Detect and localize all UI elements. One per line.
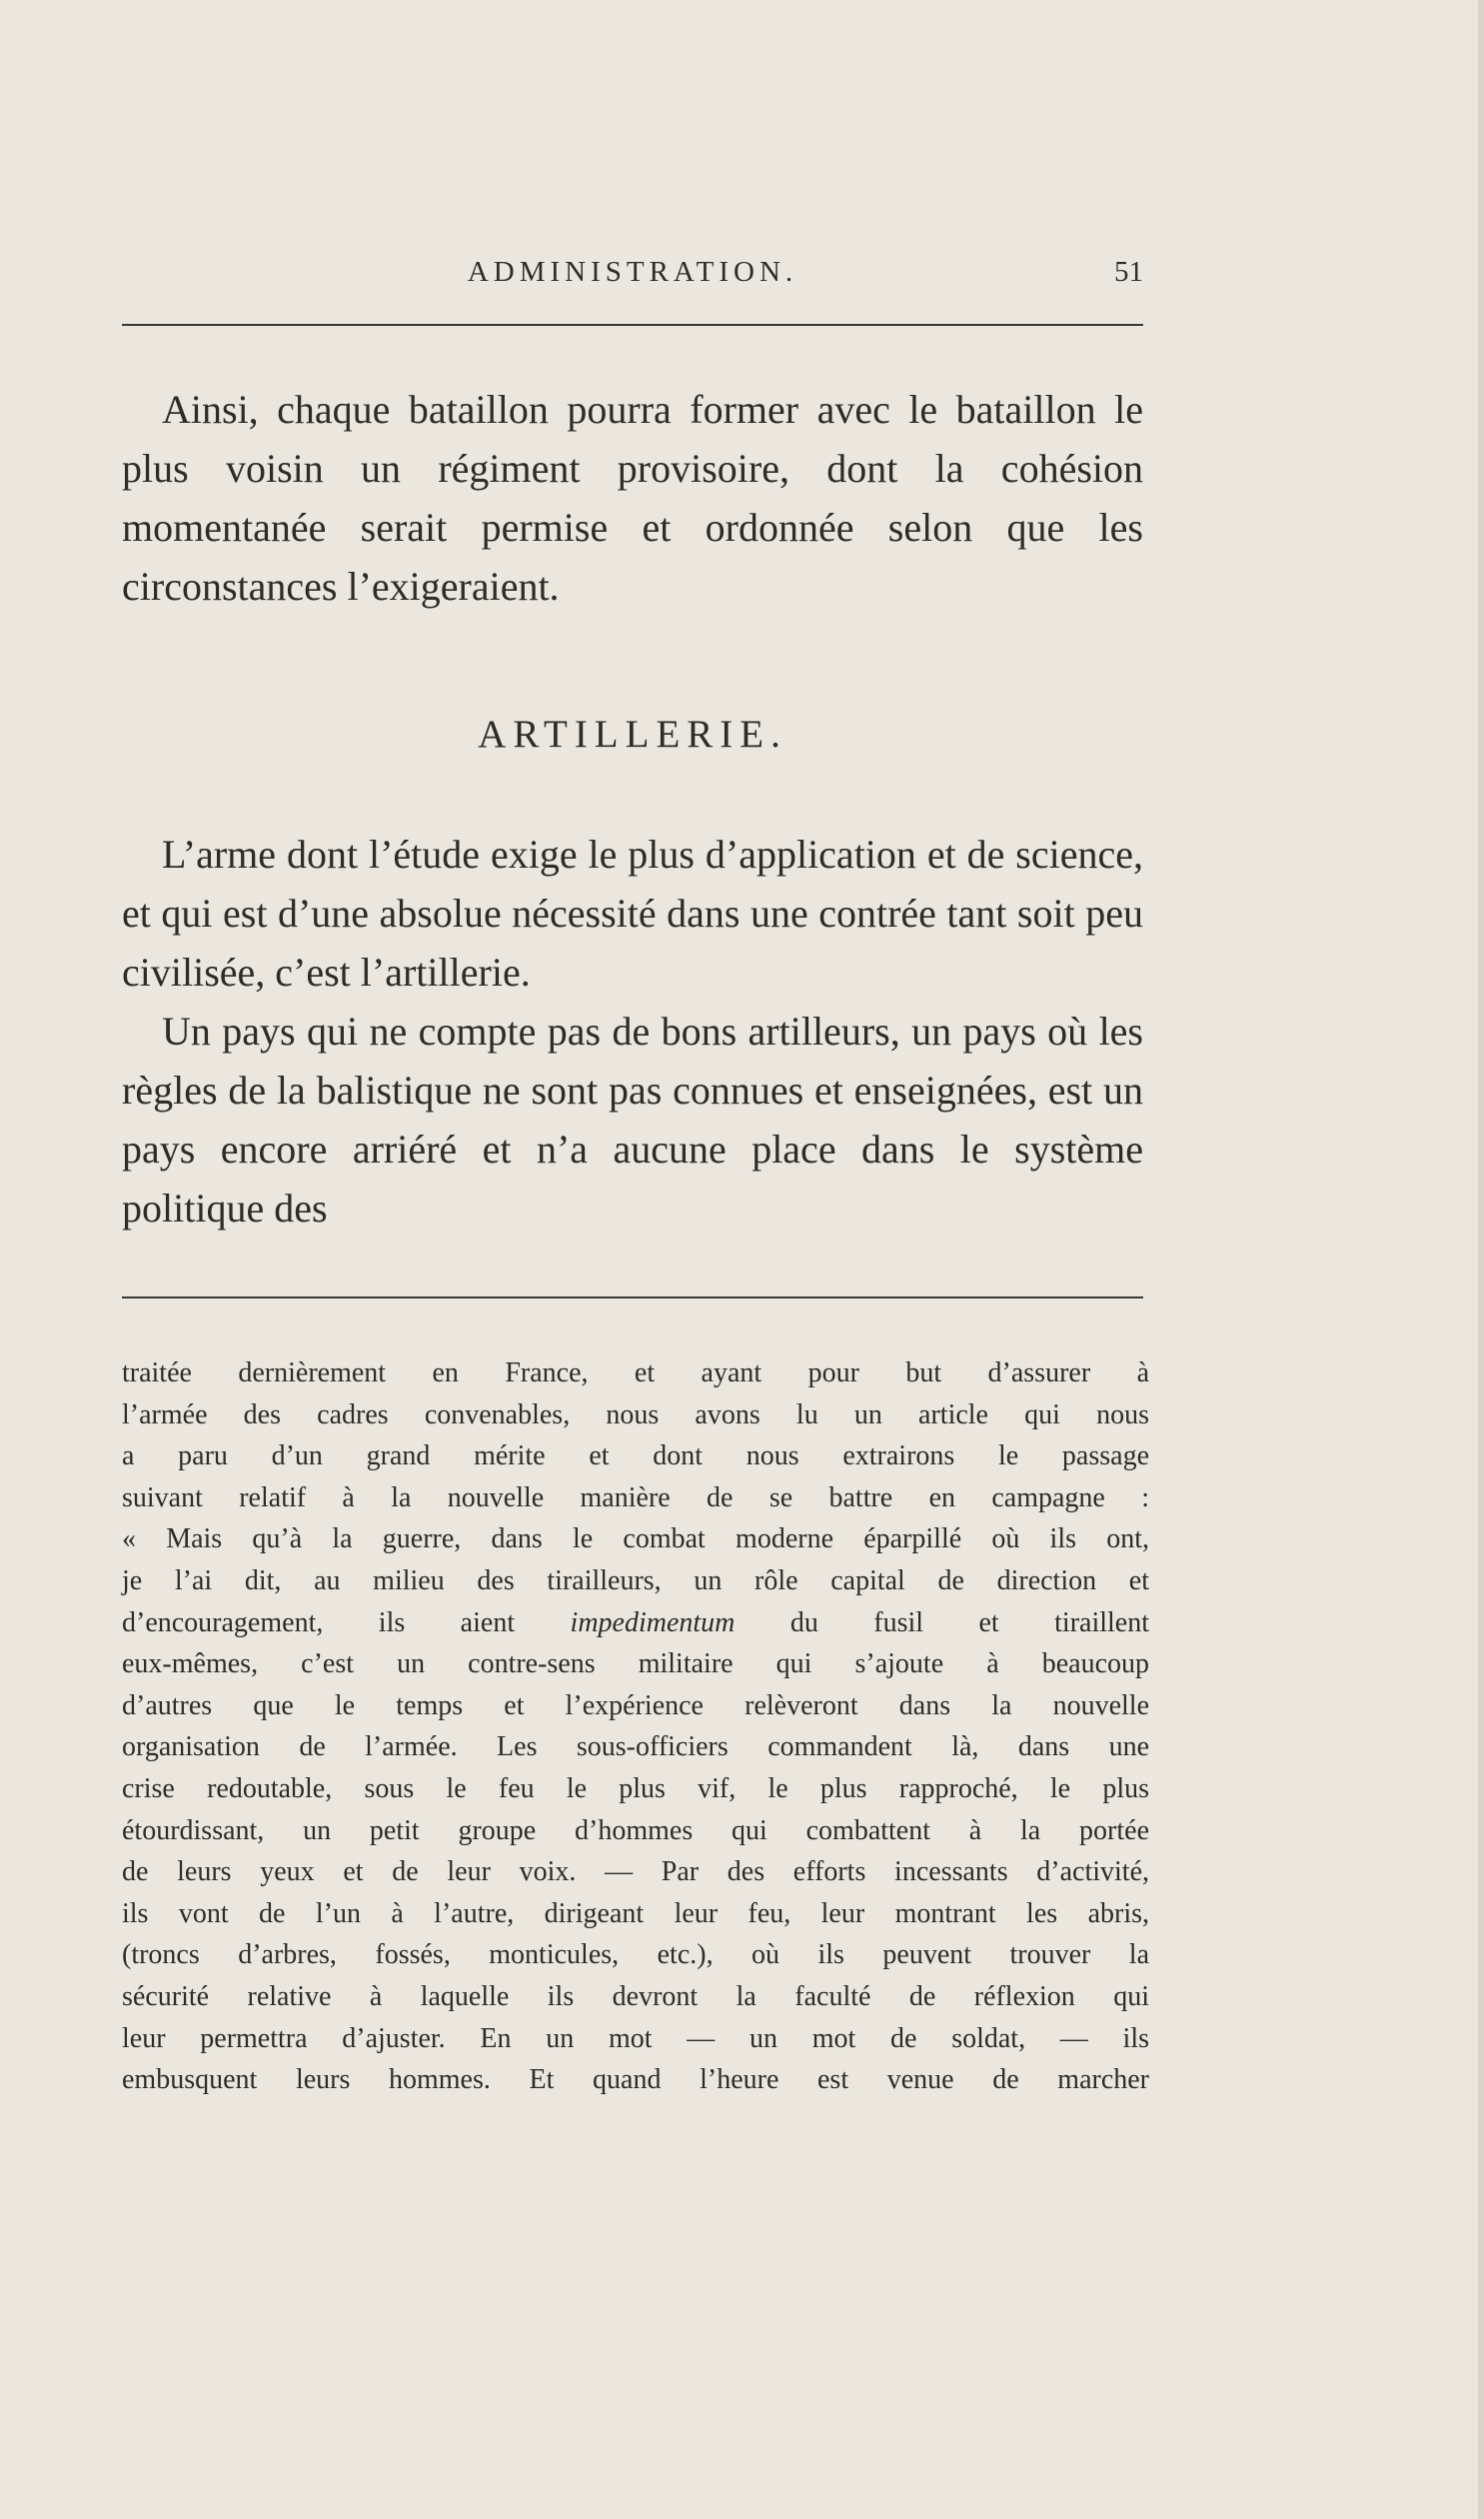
footnote-rule: [122, 1296, 1143, 1298]
footnote-line-italic: [122, 1602, 1149, 1644]
paragraph-1: [122, 380, 1143, 616]
section-heading: ARTILLERIE.: [478, 713, 787, 756]
footnote-line: l’armée des cadres convenables, nous avons lu un article qui nous: [122, 1398, 1149, 1430]
footnote-line: leur permettra d’ajuster. En un mot — un mot de soldat, — ils: [122, 2022, 1149, 2054]
footnote-line: suivant relatif à la nouvelle manière de se battre en campagne :: [122, 1481, 1149, 1513]
paragraph-2: [122, 825, 1143, 1002]
footnote-line: sécurité relative à laquelle ils devront la faculté de réflexion qui: [122, 1980, 1149, 2012]
footnote-italic-term: impedimentum: [570, 1606, 736, 1638]
footnote-line: étourdissant, un petit groupe d’hommes qui combattent à la portée: [122, 1814, 1149, 1846]
footnote-line: « Mais qu’à la guerre, dans le combat moderne éparpillé où ils ont,: [122, 1523, 1149, 1555]
running-header: [122, 256, 1143, 296]
footnote-line: je l’ai dit, au milieu des tirailleurs, un rôle capital de direction et: [122, 1564, 1149, 1596]
footnote-line: traitée dernièrement en France, et ayant pour but d’assurer à: [122, 1357, 1149, 1388]
footnote-line: crise redoutable, sous le feu le plus vif, le plus rapproché, le plus: [122, 1772, 1149, 1804]
footnote: [122, 1352, 1149, 2101]
paragraph-2-text: L’arme dont l’étude exige le plus d’application et de science, et qui est d’une absolue nécessité dans une contrée tant soit peu civilisée, c’est l’artillerie.: [122, 832, 1143, 995]
paragraph-3-text: Un pays qui ne compte pas de bons artilleurs, un pays où les règles de la balistique ne sont pas connues et enseignées, est un pays encore arriéré et n’a aucune place dans le système politique des: [122, 1009, 1143, 1231]
paragraph-1-text: Ainsi, chaque bataillon pourra former avec le bataillon le plus voisin un régiment provisoire, dont la cohésion momentanée serait permise et ordonnée selon que les circonstances l’exigeraient.: [122, 387, 1143, 609]
footnote-line: a paru d’un grand mérite et dont nous extrairons le passage: [122, 1440, 1149, 1472]
footnote-line: eux-mêmes, c’est un contre-sens militaire qui s’ajoute à beaucoup: [122, 1648, 1149, 1680]
footnote-line: (troncs d’arbres, fossés, monticules, etc.), où ils peuvent trouver la: [122, 1939, 1149, 1971]
page-edge: [1478, 0, 1484, 2519]
paragraph-3: [122, 1002, 1143, 1238]
footnote-line: ils vont de l’un à l’autre, dirigeant leur feu, leur montrant les abris,: [122, 1897, 1149, 1929]
footnote-line: de leurs yeux et de leur voix. — Par des efforts incessants d’activité,: [122, 1856, 1149, 1888]
running-title: ADMINISTRATION.: [467, 256, 798, 288]
header-rule: [122, 324, 1143, 326]
footnote-segment: du fusil et tiraillent: [735, 1606, 1150, 1638]
footnote-line: d’autres que le temps et l’expérience relèveront dans la nouvelle: [122, 1689, 1149, 1721]
footnote-line: organisation de l’armée. Les sous-officiers commandent là, dans une: [122, 1731, 1149, 1763]
footnote-line: embusquent leurs hommes. Et quand l’heure est venue de marcher: [122, 2064, 1149, 2096]
page-number: 51: [1114, 256, 1143, 288]
footnote-segment: d’encouragement, ils aient: [122, 1606, 571, 1638]
